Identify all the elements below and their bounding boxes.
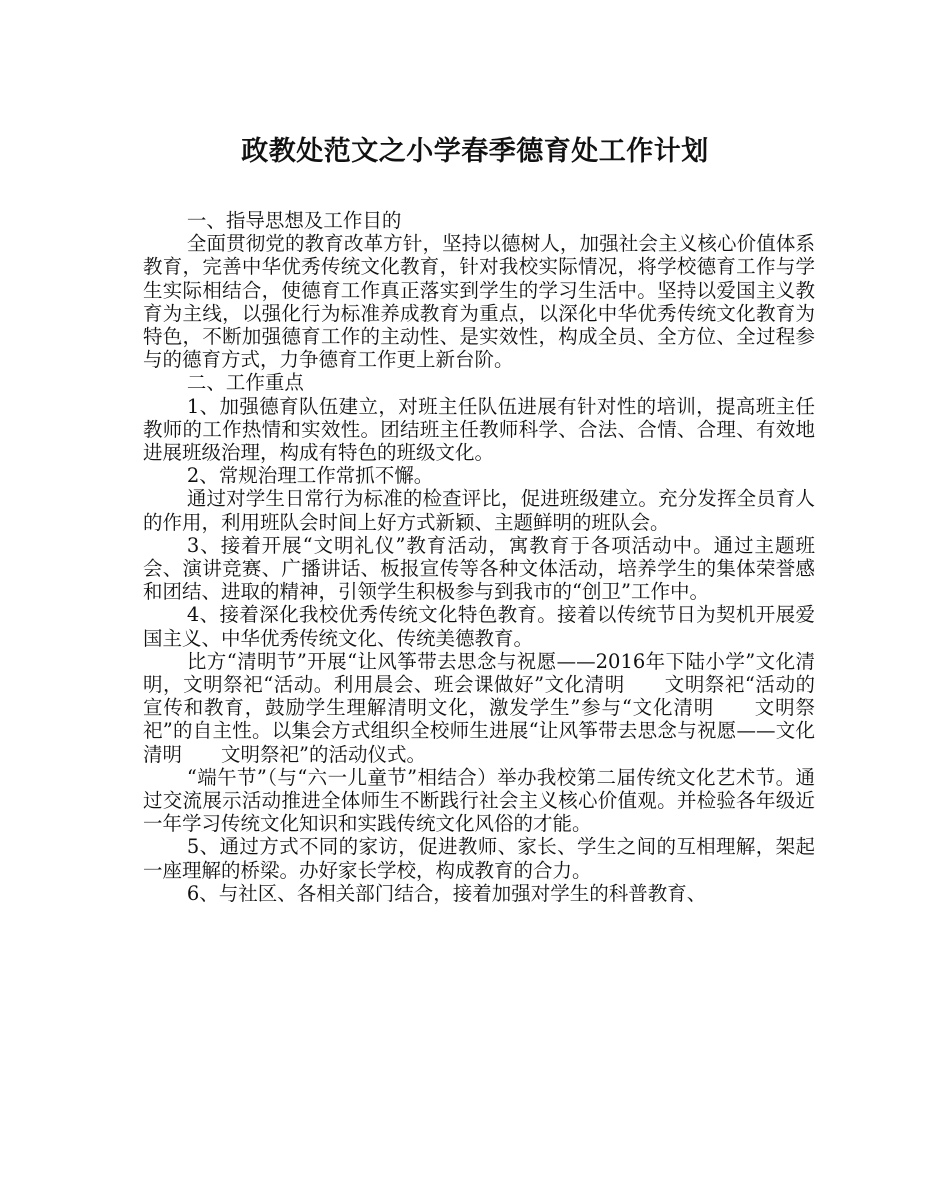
document-title: 政教处范文之小学春季德育处工作计划 <box>241 136 709 167</box>
paragraph-item-5: 5、通过方式不同的家访，促进教师、家长、学生之间的互相理解，架起一座理解的桥梁。办好家长学校，构成教育的合力。 <box>143 835 815 882</box>
document-body <box>143 209 815 905</box>
paragraph-item-2-detail: 通过对学生日常行为标准的检查评比，促进班级建立。充分发挥全员育人的作用，利用班队会时间上好方式新颖、主题鲜明的班队会。 <box>143 487 815 534</box>
paragraph-duanwu: “端午节”（与“六一儿童节”相结合）举办我校第二届传统文化艺术节。通过交流展示活动推进全体师生不断践行社会主义核心价值观。并检验各年级近一年学习传统文化知识和实践传统文化风俗的才能。 <box>143 765 815 836</box>
section-heading-work-focus: 二、工作重点 <box>186 371 304 395</box>
paragraph-qingming: 比方“清明节”开展“让风筝带去思念与祝愿——2016年下陆小学”文化清明，文明祭祀“活动。利用晨会、班会课做好”文化清明 文明祭祀“活动的宣传和教育，鼓励学生理解清明文化，激发学生”参与“文化清明 文明祭祀”的自主性。以集会方式组织全校师生进展“让风筝带去思念与祝愿——文化清明 文明祭祀”的活动仪式。 <box>143 649 815 766</box>
section-heading-guiding-ideology: 一、指导思想及工作目的 <box>186 209 402 232</box>
paragraph-item-6: 6、与社区、各相关部门结合，接着加强对学生的科普教育、 <box>186 881 707 905</box>
paragraph-item-4: 4、接着深化我校优秀传统文化特色教育。接着以传统节日为契机开展爱国主义、中华优秀传统文化、传统美德教育。 <box>143 603 815 650</box>
paragraph-item-2: 2、常规治理工作常抓不懈。 <box>186 464 434 488</box>
paragraph-item-1: 1、加强德育队伍建立，对班主任队伍进展有针对性的培训，提高班主任教师的工作热情和实效性。团结班主任教师科学、合法、合情、合理、有效地进展班级治理，构成有特色的班级文化。 <box>143 394 815 465</box>
paragraph-guiding-ideology: 全面贯彻党的教育改革方针，坚持以德树人，加强社会主义核心价值体系教育，完善中华优秀传统文化教育，针对我校实际情况，将学校德育工作与学生实际相结合，使德育工作真正落实到学生的学习生活中。坚持以爱国主义教育为主线，以强化行为标准养成教育为重点，以深化中华优秀传统文化教育为特色，不断加强德育工作的主动性、是实效性，构成全员、全方位、全过程参与的德育方式，力争德育工作更上新台阶。 <box>143 232 815 372</box>
paragraph-item-3: 3、接着开展“文明礼仪”教育活动，寓教育于各项活动中。通过主题班会、演讲竞赛、广播讲话、板报宣传等各种文体活动，培养学生的集体荣誉感和团结、进取的精神，引领学生积极参与到我市的“创卫”工作中。 <box>143 533 815 604</box>
